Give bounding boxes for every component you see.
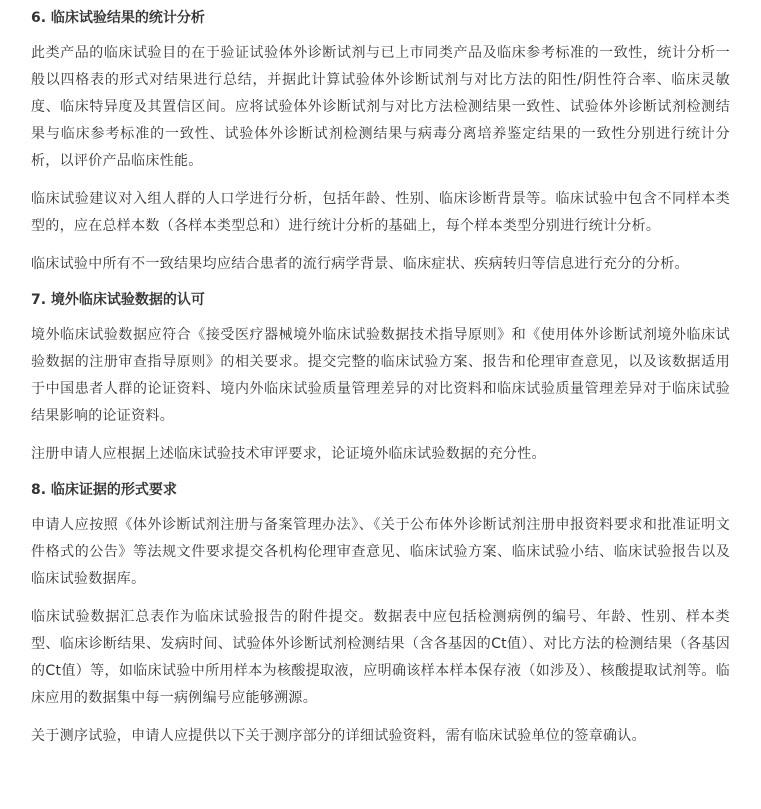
section-7-paragraph-2: 注册申请人应根据上述临床试验技术审评要求，论证境外临床试验数据的充分性。 [31,446,546,462]
section-6-paragraph-3: 临床试验中所有不一致结果均应结合患者的流行病学背景、临床症状、疾病转归等信息进行充分的分析。 [31,256,689,272]
section-6-paragraph-1: 此类产品的临床试验目的在于验证试验体外诊断试剂与已上市同类产品及临床参考标准的一致性，统计分析一般以四格表的形式对结果进行总结，并据此计算试验体外诊断试剂与对比方法的阳性/阴性符合率、临床灵敏度、临床特异度及其置信区间。应将试验体外诊断试剂与对比方法检测结果一致性、试验体外诊断试剂检测结果与临床参考标准的一致性、试验体外诊断试剂检测结果与病毒分离培养鉴定结果的一致性分别进行统计分析，以评价产品临床性能。 [31,45,730,169]
section-heading-8: 8. 临床证据的形式要求 [31,482,177,498]
section-6-paragraph-2: 临床试验建议对入组人群的人口学进行分析，包括年龄、性别、临床诊断背景等。临床试验中包含不同样本类型的，应在总样本数（各样本类型总和）进行统计分析的基础上，每个样本类型分别进行统计分析。 [31,191,730,234]
section-8-paragraph-2: 临床试验数据汇总表作为临床试验报告的附件提交。数据表中应包括检测病例的编号、年龄、性别、样本类型、临床诊断结果、发病时间、试验体外诊断试剂检测结果（含各基因的Ct值）、对比方法的检测结果（各基因的Ct值）等，如临床试验中所用样本为核酸提取液，应明确该样本样本保存液（如涉及）、核酸提取试剂等。临床应用的数据集中每一病例编号应能够溯源。 [31,609,730,706]
section-8-paragraph-3: 关于测序试验，申请人应提供以下关于测序部分的详细试验资料，需有临床试验单位的签章确认。 [31,728,646,744]
section-heading-7: 7. 境外临床试验数据的认可 [31,292,205,308]
section-heading-6: 6. 临床试验结果的统计分析 [31,10,205,26]
section-7-paragraph-1: 境外临床试验数据应符合《接受医疗器械境外临床试验数据技术指导原则》和《使用体外诊断试剂境外临床试验数据的注册审查指导原则》的相关要求。提交完整的临床试验方案、报告和伦理审查意见，以及该数据适用于中国患者人群的论证资料、境内外临床试验质量管理差异的对比资料和临床试验质量管理差异对于临床试验结果影响的论证资料。 [31,327,730,424]
section-8-paragraph-1: 申请人应按照《体外诊断试剂注册与备案管理办法》、《关于公布体外诊断试剂注册申报资料要求和批准证明文件格式的公告》等法规文件要求提交各机构伦理审查意见、临床试验方案、临床试验小结、临床试验报告以及临床试验数据库。 [31,517,730,587]
